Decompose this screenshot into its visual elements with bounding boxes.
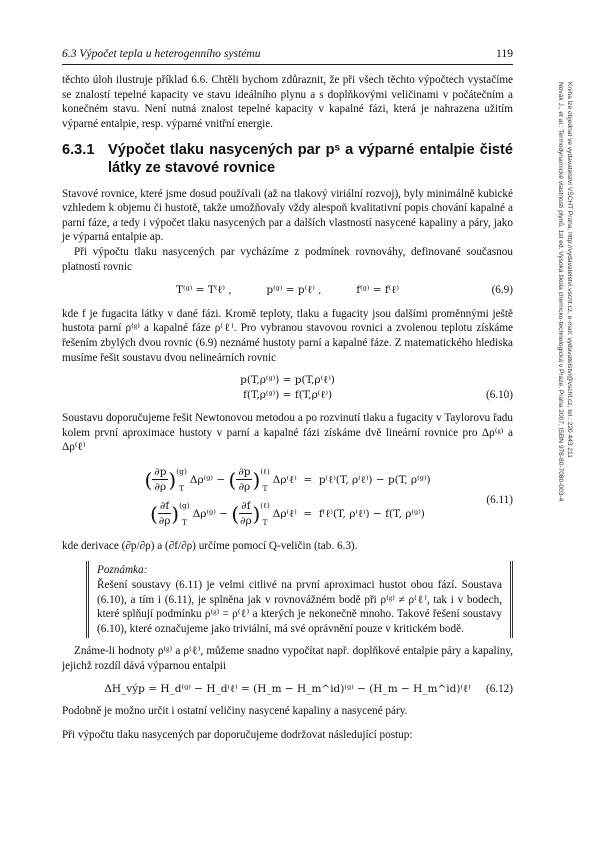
note-box <box>86 561 513 638</box>
paragraph-derivatives: kde derivace (∂p/∂ρ) a (∂f/∂ρ) určíme pomocí Q-veličin (tab. 6.3). <box>62 539 358 552</box>
margin-citation-line-1: Novák J., et al.: Termodynamické vlastnosti plynů, 1st ed. Vysoká škola chemicko-technologická v Praze, Praha 2007, ISBN 978-80-7080-003-4 <box>557 82 564 502</box>
page-body <box>62 73 513 742</box>
vertical-margin-citation <box>556 82 573 672</box>
eq69-term-pressure: p⁽ᵍ⁾ = p⁽ℓ⁾ , <box>266 284 322 297</box>
eq610-tag: (6.10) <box>485 389 513 402</box>
eq611-deriv-p: $\frac{\partial p}{\partial\rho}$ <box>154 465 167 494</box>
eq611-row-1: ( $\frac{\partial p}{\partial\rho}$ ) (g) T Δρ⁽ᵍ⁾ − ( $\frac{\partial p}{\partial\rho}$ ) (ℓ) T Δρ⁽ℓ⁾ = p⁽ℓ⁾(T, ρ⁽ℓ⁾) − p(T, ρ⁽ᵍ⁾) <box>144 465 431 494</box>
eq69-term-fugacity: f⁽ᵍ⁾ = f⁽ℓ⁾ <box>356 284 399 297</box>
paragraph-newton: Soustavu doporučujeme řešit Newtonovou metodou a po rozvinutí tlaku a fugacity v Taylorovu řadu kolem první aproximace hustoty v parní a kapalné fázi získáme dvě lineární rovnice pro Δρ⁽ᵍ⁾ a Δρ⁽ℓ⁾ <box>62 412 513 454</box>
equation-6-12 <box>62 682 513 697</box>
paragraph-other-quantities: Podobně je možno určit i ostatní veličiny nasycené kapaliny a nasycené páry. <box>62 705 408 718</box>
equation-6-9 <box>62 283 513 298</box>
eq611-rhs-2: f⁽ℓ⁾(T, ρ⁽ℓ⁾) − f(T, ρ⁽ᵍ⁾) <box>318 507 425 520</box>
eq610-line-1: p(T,ρ⁽ᵍ⁾) = p(T,ρ⁽ℓ⁾) <box>240 374 335 387</box>
section-title: Výpočet tlaku nasycených par pˢ a výparné entalpie čisté látky ze stavové rovnice <box>108 142 513 176</box>
section-number: 6.3.1 <box>62 142 95 159</box>
section-heading <box>62 142 513 177</box>
equation-6-10 <box>62 373 513 403</box>
paragraph-fugacity: kde f je fugacita látky v dané fázi. Kromě teploty, tlaku a fugacity jsou dalšími proměnnými ještě hustota parní ρ⁽ᵍ⁾ a kapalné fáze ρ⁽ℓ⁾. Pro vybranou stavovou rovnici a zvolenou teplotu získáme řešením zbylých dvou rovnic (6.9) neznámé hustoty parní a kapalné fáze. Z matematického hlediska musíme řešit soustavu dvou nelineárních rovnic <box>62 307 513 364</box>
paragraph-procedure: Při výpočtu tlaku nasycených par doporučujeme dodržovat následující postup: <box>62 728 413 741</box>
eq610-line-2: f(T,ρ⁽ᵍ⁾) = f(T,ρ⁽ℓ⁾) <box>242 389 333 402</box>
eq69-term-temperature: T⁽ᵍ⁾ = T⁽ℓ⁾ , <box>175 284 232 297</box>
eq611-deriv-f: $\frac{\partial f}{\partial\rho}$ <box>158 499 171 528</box>
eq612-tag: (6.12) <box>485 682 513 695</box>
eq611-rhs-1: p⁽ℓ⁾(T, ρ⁽ℓ⁾) − p(T, ρ⁽ᵍ⁾) <box>318 473 431 486</box>
eq612-formula: ΔH_výp = H_d⁽ᵍ⁾ − H_d⁽ℓ⁾ = (H_m − H_m^id)⁽ᵍ⁾ − (H_m − H_m^id)⁽ℓ⁾ <box>104 682 471 695</box>
intro-paragraph: těchto úloh ilustruje příklad 6.6. Chtěli bychom zdůraznit, že při všech těchto výpočtech vystačíme se znalostí tepelné kapacity ve stavu ideálního plynu a s doplňkovými veličinami v počátečním a konečném stavu. Není nutná znalost tepelné kapacity v kapalné fázi, která je nahrazena užitím výparné entalpie, resp. výparné vnitřní energie. <box>62 74 513 130</box>
page-number: 119 <box>496 47 513 60</box>
equation-6-11 <box>62 463 513 531</box>
margin-citation-line-2: Kniha lze objednat ve vydavatelství VŠCHT Praha, http://vydavatelstvi.vscht.cz, e-mail: vydavatelstvi@vscht.cz, tel.: 220 443 211 <box>566 82 573 458</box>
running-header <box>62 47 513 60</box>
eq69-tag: (6.9) <box>491 284 513 297</box>
paragraph-state-equations: Stavové rovnice, které jsme dosud používali (až na tlakový viriální rozvoj), byly minimálně kubické vzhledem k objemu či hustotě, takže umožňovaly vždy alespoň kvalitativní popis chování kapalné a parní fáze, a tedy i výpočet tlaku nasycených par a dalších vlastností nasycené kapaliny a páry, jako je výparná entalpie ap. <box>62 187 513 244</box>
eq611-tag: (6.11) <box>486 493 513 506</box>
header-rule <box>62 64 513 65</box>
running-header-section: 6.3 Výpočet tepla u heterogenního systému <box>62 47 261 60</box>
note-text: Řešení soustavy (6.11) je velmi citlivé na první aproximaci hustot obou fází. Soustava (6.10), a tím i (6.11), je splněna jak v rovnovážném bodě při ρ⁽ᵍ⁾ ≠ ρ⁽ℓ⁾, tak i v bodech, které splňují podmínku ρ⁽ᵍ⁾ = ρ⁽ℓ⁾ a kterých je nekonečně mnoho. Takové řešení soustavy (6.10), které označujeme jako triviální, má své oprávnění pouze v kritickém bodě. <box>97 579 502 635</box>
paragraph-equilibrium: Při výpočtu tlaku nasycených par vycházíme z podmínek rovnováhy, definované současnou platností rovnic <box>62 245 513 273</box>
eq611-row-2: ( $\frac{\partial f}{\partial\rho}$ ) (g) T Δρ⁽ᵍ⁾ − ( $\frac{\partial f}{\partial\rho}$ ) (ℓ) T Δρ⁽ℓ⁾ = f⁽ℓ⁾(T, ρ⁽ℓ⁾) − f(T, ρ⁽ᵍ⁾) <box>150 499 425 528</box>
paragraph-densities: Známe-li hodnoty ρ⁽ᵍ⁾ a ρ⁽ℓ⁾, můžeme snadno vypočítat např. doplňkové entalpie páry a kapaliny, jejichž rozdíl dává výparnou entalpii <box>62 645 513 673</box>
note-title: Poznámka: <box>97 564 148 577</box>
